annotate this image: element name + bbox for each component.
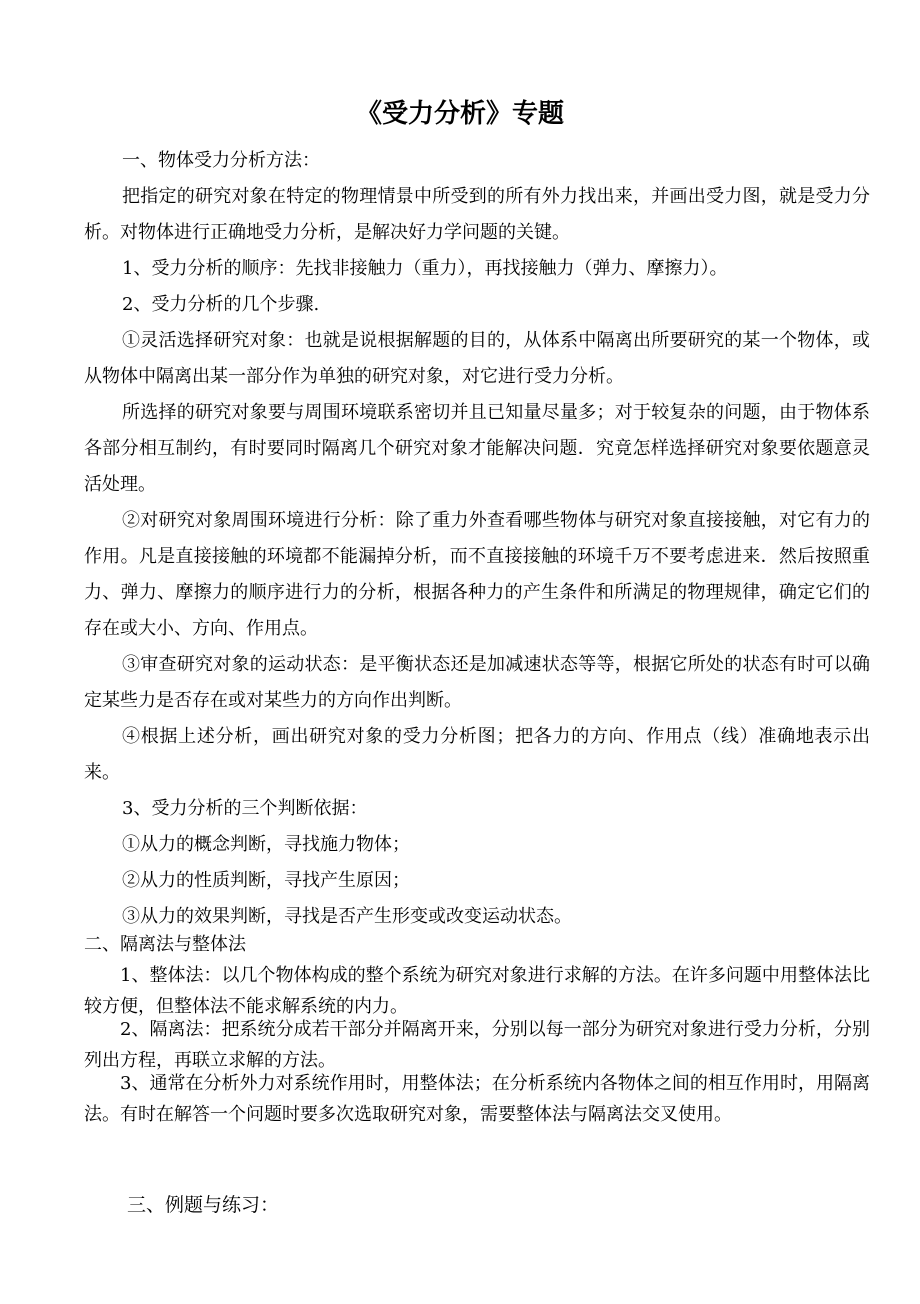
section1-heading: 一、物体受力分析方法： bbox=[122, 150, 320, 171]
basis-heading: 3、受力分析的三个判断依据： bbox=[122, 798, 368, 819]
step-1: ①灵活选择研究对象：也就是说根据解题的目的，从体系中隔离出所要研究的某一个物体，或从物体中隔离出某一部分作为单独的研究对象，对它进行受力分析。 bbox=[84, 330, 870, 387]
whole-method: 1、整体法：以几个物体构成的整个系统为研究对象进行求解的方法。在许多问题中用整体法比较方便，但整体法不能求解系统的内力。 bbox=[84, 965, 870, 1017]
section3-heading: 三、例题与练习： bbox=[127, 1194, 280, 1216]
basis-item-2: ②从力的性质判断，寻找产生原因； bbox=[122, 870, 410, 891]
page-title: 《受力分析》专题 bbox=[355, 99, 564, 129]
basis-item-3: ③从力的效果判断，寻找是否产生形变或改变运动状态。 bbox=[122, 906, 572, 927]
steps-heading: 2、受力分析的几个步骤. bbox=[122, 294, 320, 315]
step-3: ③审查研究对象的运动状态：是平衡状态还是加减速状态等等，根据它所处的状态有时可以确定某些力是否存在或对某些力的方向作出判断。 bbox=[84, 654, 870, 711]
step-2: ②对研究对象周围环境进行分析：除了重力外查看哪些物体与研究对象直接接触，对它有力的作用。凡是直接接触的环境都不能漏掉分析，而不直接接触的环境千万不要考虑进来．然后按照重力、弹力、摩擦力的顺序进行力的分析，根据各种力的产生条件和所满足的物理规律，确定它们的存在或大小、方向、作用点。 bbox=[84, 510, 870, 639]
section1-intro: 把指定的研究对象在特定的物理情景中所受到的所有外力找出来，并画出受力图，就是受力分析。对物体进行正确地受力分析，是解决好力学问题的关键。 bbox=[84, 186, 870, 243]
analysis-order: 1、受力分析的顺序：先找非接触力（重力），再找接触力（弹力、摩擦力）。 bbox=[122, 258, 728, 279]
isolation-method: 2、隔离法：把系统分成若干部分并隔离开来，分别以每一部分为研究对象进行受力分析，分别列出方程，再联立求解的方法。 bbox=[84, 1019, 870, 1071]
step-4: ④根据上述分析，画出研究对象的受力分析图；把各力的方向、作用点（线）准确地表示出来。 bbox=[84, 726, 870, 783]
method-usage: 3、通常在分析外力对系统作用时，用整体法；在分析系统内各物体之间的相互作用时，用隔离法。有时在解答一个问题时要多次选取研究对象，需要整体法与隔离法交叉使用。 bbox=[84, 1073, 870, 1125]
section2-heading: 二、隔离法与整体法 bbox=[84, 934, 246, 955]
basis-item-1: ①从力的概念判断，寻找施力物体； bbox=[122, 834, 410, 855]
step-1-note: 所选择的研究对象要与周围环境联系密切并且已知量尽量多；对于较复杂的问题，由于物体系各部分相互制约，有时要同时隔离几个研究对象才能解决问题．究竟怎样选择研究对象要依题意灵活处理。 bbox=[84, 402, 870, 495]
